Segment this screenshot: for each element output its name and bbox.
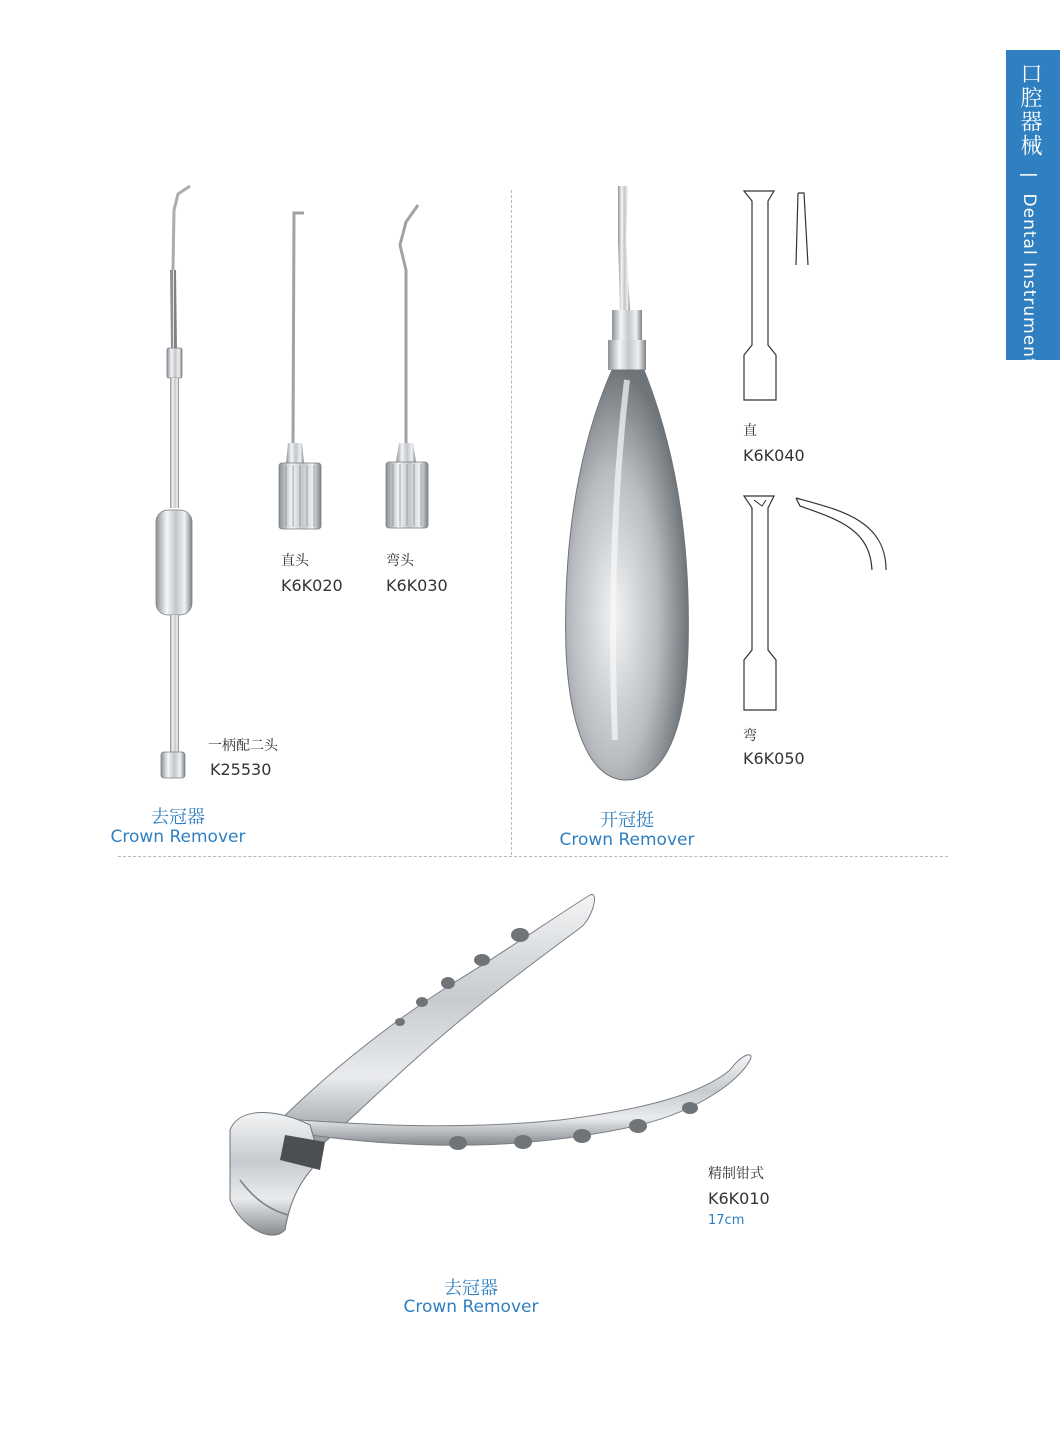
item-code-k25530: K25530 bbox=[210, 760, 272, 779]
item-size-k6k010: 17cm bbox=[708, 1213, 745, 1228]
item-code-k6k040: K6K040 bbox=[743, 446, 805, 465]
section-title-cn-right: 开冠挺 bbox=[600, 810, 654, 831]
plier-crown-remover-image bbox=[200, 880, 780, 1260]
item-label-k25530: 一柄配二头 bbox=[208, 738, 278, 754]
category-separator: | bbox=[1019, 172, 1039, 180]
section-title-en-bottom: Crown Remover bbox=[403, 1297, 539, 1317]
item-label-k6k030: 弯头 bbox=[386, 553, 414, 569]
section-title-cn-left: 去冠器 bbox=[151, 807, 205, 828]
item-label-k6k050: 弯 bbox=[743, 728, 757, 744]
item-label-k6k040: 直 bbox=[743, 423, 757, 439]
category-chinese: 口腔器械 bbox=[1017, 62, 1042, 158]
section-title-en-right: Crown Remover bbox=[559, 830, 695, 850]
item-code-k6k030: K6K030 bbox=[386, 576, 448, 595]
item-code-k6k020: K6K020 bbox=[281, 576, 343, 595]
item-code-k6k050: K6K050 bbox=[743, 749, 805, 768]
item-label-k6k010: 精制钳式 bbox=[708, 1166, 764, 1182]
category-tab-text bbox=[1014, 62, 1045, 375]
vertical-divider bbox=[511, 190, 512, 855]
straight-tip-image bbox=[272, 205, 332, 535]
section-title-cn-bottom: 去冠器 bbox=[444, 1278, 498, 1299]
crown-remover-handle-image bbox=[140, 180, 220, 780]
category-english: Dental Instruments bbox=[1019, 193, 1039, 376]
item-code-k6k010: K6K010 bbox=[708, 1189, 770, 1208]
section-title-en-left: Crown Remover bbox=[110, 827, 246, 847]
item-label-k6k020: 直头 bbox=[281, 553, 309, 569]
straight-tip-drawing bbox=[740, 185, 820, 405]
crown-elevator-image bbox=[560, 180, 700, 800]
bent-tip-image bbox=[378, 200, 438, 535]
horizontal-divider bbox=[118, 856, 948, 857]
bent-tip-drawing bbox=[740, 490, 900, 720]
